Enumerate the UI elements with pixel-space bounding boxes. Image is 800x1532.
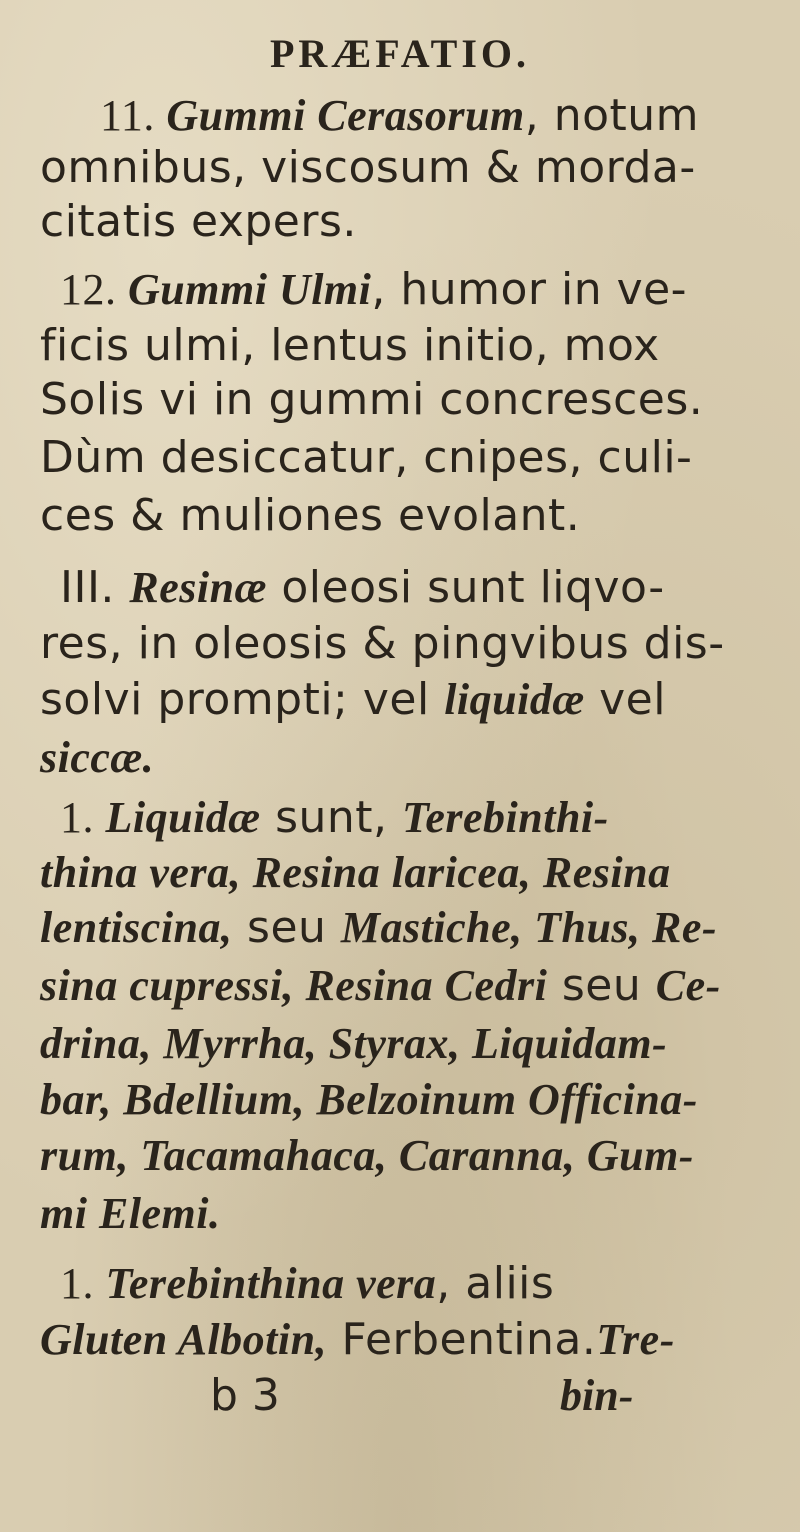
text-line: [40, 958, 721, 1014]
catchword: bin-: [560, 1371, 634, 1420]
italic-term: siccæ.: [40, 733, 155, 782]
text-line: [40, 672, 666, 728]
text-run: ficis ulmi, lentus initio, mox: [40, 320, 660, 371]
text-run: 1.: [60, 1259, 106, 1308]
italic-term: Resinæ: [129, 563, 267, 612]
text-line: [40, 1128, 694, 1184]
text-run: seu: [232, 902, 341, 953]
text-run: 1.: [60, 793, 106, 842]
text-line: [40, 1186, 221, 1242]
text-run: , aliis: [436, 1258, 555, 1309]
text-run: vel: [584, 674, 666, 725]
text-run: Solis vi in gummi concresces.: [40, 374, 704, 425]
italic-term: drina, Myrrha, Styrax, Liquidam-: [40, 1019, 668, 1068]
text-line: [40, 140, 696, 196]
text-run: Dùm desiccatur, cnipes, culi-: [40, 432, 693, 483]
italic-term: Terebinthi-: [402, 793, 609, 842]
text-line: [40, 730, 154, 786]
italic-term: Liquidæ: [105, 793, 261, 842]
italic-term: thina vera, Resina laricea, Resina: [40, 848, 671, 897]
text-line: [40, 1016, 667, 1072]
text-line: [40, 900, 717, 956]
text-run: sunt,: [260, 792, 402, 843]
text-run: citatis expers.: [40, 196, 357, 247]
italic-term: Gummi Ulmi: [128, 265, 372, 314]
text-line: [60, 1256, 554, 1312]
text-line: [40, 845, 671, 901]
text-run: solvi prompti; vel: [40, 674, 445, 725]
text-line: [40, 488, 580, 544]
italic-term: Ce-: [655, 961, 721, 1010]
text-run: III.: [60, 562, 130, 613]
text-line: [40, 194, 357, 250]
text-run: omnibus, viscosum & morda-: [40, 142, 696, 193]
signature-mark: b 3: [210, 1370, 280, 1421]
text-line: [40, 430, 692, 486]
text-line: [60, 560, 665, 616]
italic-term: liquidæ: [444, 675, 585, 724]
text-run: Ferbentina.: [327, 1314, 597, 1365]
text-run: 11.: [100, 91, 167, 140]
text-line: [40, 616, 725, 672]
italic-term: bar, Bdellium, Belzoinum Officina-: [40, 1075, 698, 1124]
text-line: [40, 372, 703, 428]
text-run: , humor in ve-: [371, 264, 688, 315]
text-line: [40, 318, 660, 374]
text-run: res, in oleosis & pingvibus dis-: [40, 618, 725, 669]
italic-term: Gluten Albotin,: [40, 1315, 328, 1364]
running-head: PRÆFATIO.: [269, 31, 531, 76]
text-run: ces & muliones evolant.: [40, 490, 581, 541]
italic-term: sina cupressi, Resina Cedri: [40, 961, 548, 1010]
text-run: seu: [547, 960, 656, 1011]
text-run: oleosi sunt liqvo-: [266, 562, 665, 613]
italic-term: lentiscina,: [40, 903, 233, 952]
italic-term: Terebinthina vera: [105, 1259, 437, 1308]
italic-term: Mastiche, Thus, Re-: [340, 903, 718, 952]
text-line: [40, 1072, 698, 1128]
text-line: [40, 1312, 675, 1368]
italic-term: Gummi Cerasorum: [166, 91, 525, 140]
text-run: 12.: [60, 265, 128, 314]
text-line: [100, 88, 699, 144]
italic-term: Tre-: [596, 1315, 675, 1364]
text-run: , notum: [524, 90, 700, 141]
text-line: [60, 790, 609, 846]
page-footer: [0, 1370, 800, 1430]
italic-term: rum, Tacamahaca, Caranna, Gum-: [40, 1131, 694, 1180]
italic-term: mi Elemi.: [40, 1189, 221, 1238]
text-line: [60, 262, 687, 318]
